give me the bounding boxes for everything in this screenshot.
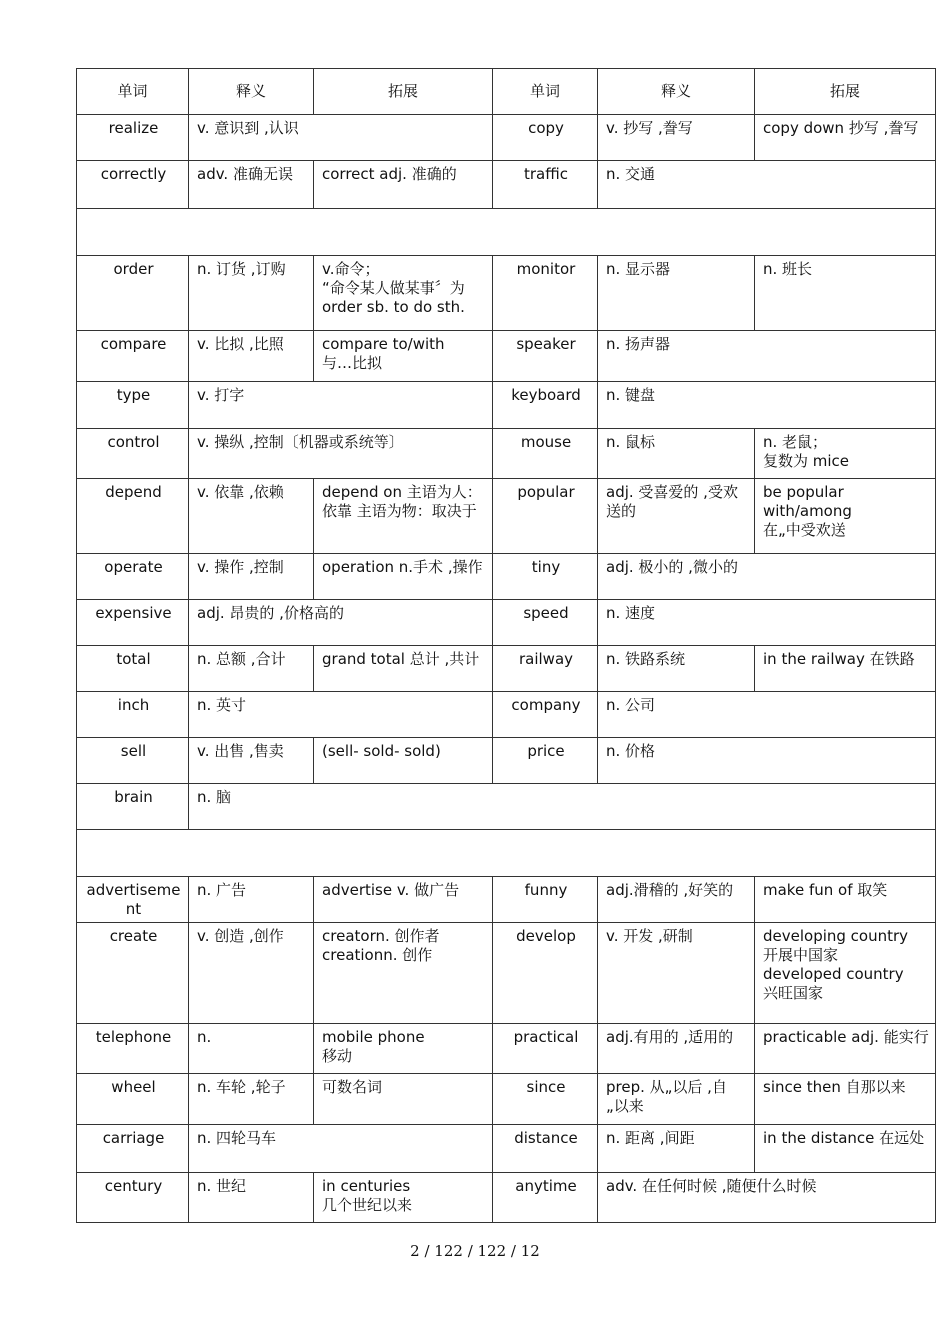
meaning-text: v. 比拟 ,比照 [197,335,284,353]
table-row [77,382,936,429]
meaning-text: n. 交通 [606,165,656,183]
ext-cell [755,115,936,161]
ext-text: n. 老鼠； 复数为 mice [763,433,850,470]
meaning-cell [598,923,755,1024]
meaning-cell [598,331,936,382]
table-row [77,256,936,331]
word-cell [493,923,598,1024]
word-text: wheel [111,1078,156,1096]
word-text: depend [105,483,162,501]
blank-cell [77,209,936,256]
meaning-cell [189,1024,314,1074]
word-cell [77,554,189,600]
meaning-text: n. 铁路系统 [606,650,686,668]
ext-text: in the railway 在铁路 [763,650,915,668]
vocab-table [76,68,936,1223]
meaning-text: v. 操纵 ,控制〔机器或系统等〕 [197,433,404,451]
word-cell [77,1173,189,1223]
meaning-text: n. 世纪 [197,1177,247,1195]
ext-cell [755,646,936,692]
table-row [77,877,936,923]
meaning-cell [598,1074,755,1125]
ext-text: be popular with/among 在„中受欢送 [763,483,852,539]
meaning-cell [598,1024,755,1074]
ext-text: correct adj. 准确的 [322,165,457,183]
ext-cell [755,923,936,1024]
word-cell [77,256,189,331]
meaning-text: n. 速度 [606,604,656,622]
ext-text: depend on 主语为人：依靠 主语为物：取决于 [322,483,482,520]
meaning-text: n. 总额 ,合计 [197,650,286,668]
page-number: 2 / 122 / 122 / 12 [410,1242,540,1260]
word-text: telephone [95,1028,172,1046]
meaning-cell [598,382,936,429]
word-cell [77,1125,189,1173]
ext-cell [755,877,936,923]
ext-text: in centuries 几个世纪以来 [322,1177,413,1214]
word-cell [493,554,598,600]
ext-text: (sell- sold- sold) [322,742,441,760]
word-cell [77,692,189,738]
table-row [77,331,936,382]
ext-text: in the distance 在远处 [763,1129,925,1147]
meaning-cell [598,646,755,692]
ext-cell [755,1024,936,1074]
meaning-cell [189,256,314,331]
word-text: popular [517,483,575,501]
ext-text: 可数名词 [322,1078,383,1096]
meaning-text: n. 四轮马车 [197,1129,277,1147]
word-text: total [116,650,151,668]
ext-cell [314,1024,493,1074]
word-cell [77,877,189,923]
word-text: order [113,260,154,278]
word-cell [77,429,189,479]
ext-text: make fun of 取笑 [763,881,888,899]
meaning-text: n. 扬声器 [606,335,671,353]
word-text: realize [108,119,159,137]
word-text: correctly [100,165,167,183]
meaning-cell [189,1125,493,1173]
word-text: funny [524,881,568,899]
blank-row [77,830,936,877]
word-text: tiny [531,558,561,576]
meaning-cell [598,161,936,209]
meaning-cell [189,877,314,923]
header-extension: 拓展 [314,69,493,115]
ext-cell [314,1173,493,1223]
ext-cell [314,479,493,554]
table-row [77,115,936,161]
meaning-text: v. 依靠 ,依赖 [197,483,284,501]
word-text: mouse [520,433,572,451]
word-cell [77,115,189,161]
meaning-text: n. 订货 ,订购 [197,260,286,278]
header-row [77,69,936,115]
word-cell [493,429,598,479]
table-row [77,923,936,1024]
meaning-text: adj.有用的 ,适用的 [606,1028,734,1046]
ext-cell [755,1074,936,1125]
meaning-text: adv. 准确无误 [197,165,293,183]
meaning-cell [598,600,936,646]
meaning-cell [189,646,314,692]
ext-cell [755,256,936,331]
table-row [77,1125,936,1173]
meaning-text: adj. 昂贵的 ,价格高的 [197,604,344,622]
ext-text: advertise v. 做广告 [322,881,460,899]
meaning-text: n. 广告 [197,881,247,899]
table-row [77,479,936,554]
word-text: railway [518,650,574,668]
meaning-cell [189,479,314,554]
meaning-text: v. 打字 [197,386,245,404]
word-cell [493,382,598,429]
ext-text: v.命令； “命令某人做某事〞为 order sb. to do sth. [322,260,465,316]
word-cell [493,479,598,554]
word-text: speed [523,604,569,622]
ext-text: n. 班长 [763,260,813,278]
word-text: sell [120,742,147,760]
meaning-text: v. 出售 ,售卖 [197,742,284,760]
meaning-text: n. 英寸 [197,696,247,714]
meaning-cell [189,600,493,646]
word-cell [77,1024,189,1074]
meaning-text: v. 开发 ,研制 [606,927,693,945]
table-row [77,738,936,784]
meaning-cell [598,692,936,738]
ext-cell [314,331,493,382]
meaning-cell [189,1074,314,1125]
meaning-text: n. 距离 ,间距 [606,1129,695,1147]
meaning-cell [189,784,936,830]
table-row [77,429,936,479]
ext-cell [314,1074,493,1125]
word-cell [493,692,598,738]
table-row [77,1024,936,1074]
word-text: speaker [516,335,576,353]
word-cell [77,1074,189,1125]
table-row [77,161,936,209]
word-cell [77,738,189,784]
table-row [77,600,936,646]
table-row [77,784,936,830]
ext-cell [314,554,493,600]
meaning-text: n. 脑 [197,788,232,806]
word-cell [493,331,598,382]
meaning-text: n. 公司 [606,696,656,714]
table-row [77,692,936,738]
word-cell [493,600,598,646]
word-text: type [116,386,151,404]
meaning-cell [189,115,493,161]
meaning-cell [189,331,314,382]
word-text: create [109,927,158,945]
word-text: compare [100,335,167,353]
meaning-text: prep. 从„以后 ,自„以来 [606,1078,727,1115]
blank-row [77,209,936,256]
ext-text: creatorn. 创作者 creationn. 创作 [322,927,440,964]
word-text: distance [514,1129,578,1147]
meaning-cell [598,738,936,784]
word-cell [493,115,598,161]
word-text: monitor [516,260,576,278]
word-text: carriage [102,1129,165,1147]
word-text: practical [513,1028,579,1046]
word-text: price [527,742,565,760]
table-row [77,1173,936,1223]
word-cell [493,1125,598,1173]
ext-text: since then 自那以来 [763,1078,906,1096]
header-meaning: 释义 [598,69,755,115]
ext-cell [314,256,493,331]
word-text: inch [117,696,150,714]
meaning-text: n. [197,1028,212,1046]
meaning-cell [189,692,493,738]
meaning-cell [189,1173,314,1223]
ext-text: practicable adj. 能实行 [763,1028,929,1046]
word-text: traffic [524,165,568,183]
word-text: brain [114,788,153,806]
meaning-cell [598,1173,936,1223]
word-cell [493,161,598,209]
meaning-cell [598,479,755,554]
word-cell [493,738,598,784]
meaning-cell [598,554,936,600]
word-text: operate [104,558,163,576]
table-row [77,646,936,692]
word-text: since [526,1078,566,1096]
meaning-text: n. 鼠标 [606,433,656,451]
meaning-cell [189,382,493,429]
word-text: company [511,696,581,714]
header-word: 单词 [77,69,189,115]
blank-cell [77,830,936,877]
word-text: expensive [95,604,172,622]
ext-cell [755,429,936,479]
ext-text: compare to/with 与…比拟 [322,335,445,372]
meaning-cell [189,738,314,784]
meaning-text: v. 抄写 ,誊写 [606,119,693,137]
meaning-text: n. 车轮 ,轮子 [197,1078,286,1096]
meaning-cell [598,429,755,479]
meaning-text: adj.滑稽的 ,好笑的 [606,881,734,899]
meaning-text: v. 意识到 ,认识 [197,119,299,137]
word-cell [493,1173,598,1223]
ext-text: grand total 总计 ,共计 [322,650,480,668]
word-cell [77,600,189,646]
ext-text: copy down 抄写 ,誊写 [763,119,919,137]
ext-cell [314,877,493,923]
meaning-cell [189,429,493,479]
word-cell [77,923,189,1024]
meaning-text: adj. 受喜爱的 ,受欢送的 [606,483,738,520]
word-cell [493,1024,598,1074]
meaning-cell [598,256,755,331]
word-cell [493,256,598,331]
word-text: century [104,1177,163,1195]
word-cell [77,646,189,692]
table-row [77,1074,936,1125]
word-cell [493,1074,598,1125]
word-text: advertisement [86,881,181,918]
meaning-text: v. 操作 ,控制 [197,558,284,576]
word-cell [77,784,189,830]
meaning-text: adv. 在任何时候 ,随便什么时候 [606,1177,817,1195]
meaning-text: n. 价格 [606,742,656,760]
word-text: develop [516,927,576,945]
word-cell [493,877,598,923]
header-word: 单词 [493,69,598,115]
ext-cell [314,646,493,692]
word-text: anytime [515,1177,577,1195]
ext-text: developing country 开展中国家 developed country 兴旺国家 [763,927,909,1002]
ext-text: operation n.手术 ,操作 [322,558,483,576]
word-cell [77,382,189,429]
meaning-text: n. 显示器 [606,260,671,278]
word-cell [77,479,189,554]
ext-text: mobile phone 移动 [322,1028,425,1065]
word-cell [77,161,189,209]
meaning-cell [189,923,314,1024]
ext-cell [314,923,493,1024]
meaning-text: n. 键盘 [606,386,656,404]
ext-cell [755,479,936,554]
header-extension: 拓展 [755,69,936,115]
word-text: keyboard [511,386,581,404]
meaning-cell [598,877,755,923]
word-cell [493,646,598,692]
meaning-cell [598,115,755,161]
word-text: control [107,433,160,451]
meaning-text: v. 创造 ,创作 [197,927,284,945]
meaning-cell [189,161,314,209]
word-cell [77,331,189,382]
meaning-text: adj. 极小的 ,微小的 [606,558,738,576]
ext-cell [755,1125,936,1173]
ext-cell [314,738,493,784]
meaning-cell [598,1125,755,1173]
header-meaning: 释义 [189,69,314,115]
table-row [77,554,936,600]
ext-cell [314,161,493,209]
word-text: copy [528,119,564,137]
meaning-cell [189,554,314,600]
